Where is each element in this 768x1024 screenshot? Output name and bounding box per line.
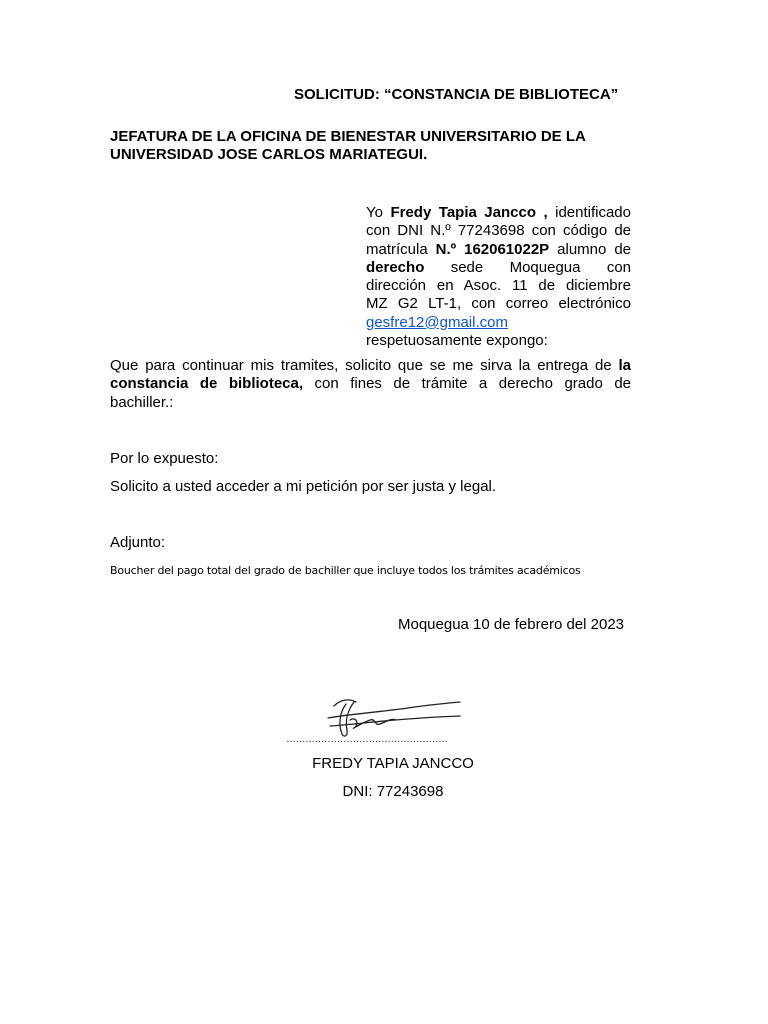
signer-name: FREDY TAPIA JANCCO (312, 755, 474, 772)
request-start: Que para continuar mis tramites, solicito que se me sirva la entrega de (110, 357, 612, 374)
enrollment-number: N.º 162061022P (435, 240, 550, 258)
intro-paragraph: Yo Fredy Tapia Jancco , identificado con DNI N.º 77243698 con código de matrícula N.º 162061022P alumno de derecho sede Moquegua con dirección en Asoc. 11 de diciembre MZ G2 LT-1, con correo electrónico gesfre12@gmail.com respetuosamente expongo: (366, 204, 632, 350)
applicant-name: Fredy Tapia Jancco , (390, 204, 548, 221)
document-title: SOLICITUD: “CONSTANCIA DE BIBLIOTECA” (294, 86, 619, 103)
place-date: Moquegua 10 de febrero del 2023 (398, 616, 625, 633)
email-link[interactable]: gesfre12@gmail.com (366, 313, 508, 331)
intro-closing: respetuosamente expongo: (366, 332, 548, 350)
intro-alumno-de: alumno de (557, 240, 631, 258)
adjunto-label: Adjunto: (110, 534, 166, 551)
signature-line: …………………………………………… (286, 734, 448, 745)
por-lo-expuesto: Por lo expuesto: (110, 450, 219, 467)
addressee: JEFATURA DE LA OFICINA DE BIENESTAR UNIVERSITARIO DE LA UNIVERSIDAD JOSE CARLOS MARIATEGUI. (110, 128, 586, 164)
career: derecho (366, 258, 425, 276)
request-paragraph: Que para continuar mis tramites, solicito que se me sirva la entrega de la constancia de biblioteca, con fines de trámite a derecho grado de bachiller.: (110, 357, 631, 411)
petition-text: Solicito a usted acceder a mi petición por ser justa y legal. (110, 478, 497, 495)
signer-dni: DNI: 77243698 (342, 783, 444, 800)
intro-yo: Yo (366, 204, 383, 221)
attachment-item: Boucher del pago total del grado de bachiller que incluye todos los trámites académicos (110, 564, 581, 577)
